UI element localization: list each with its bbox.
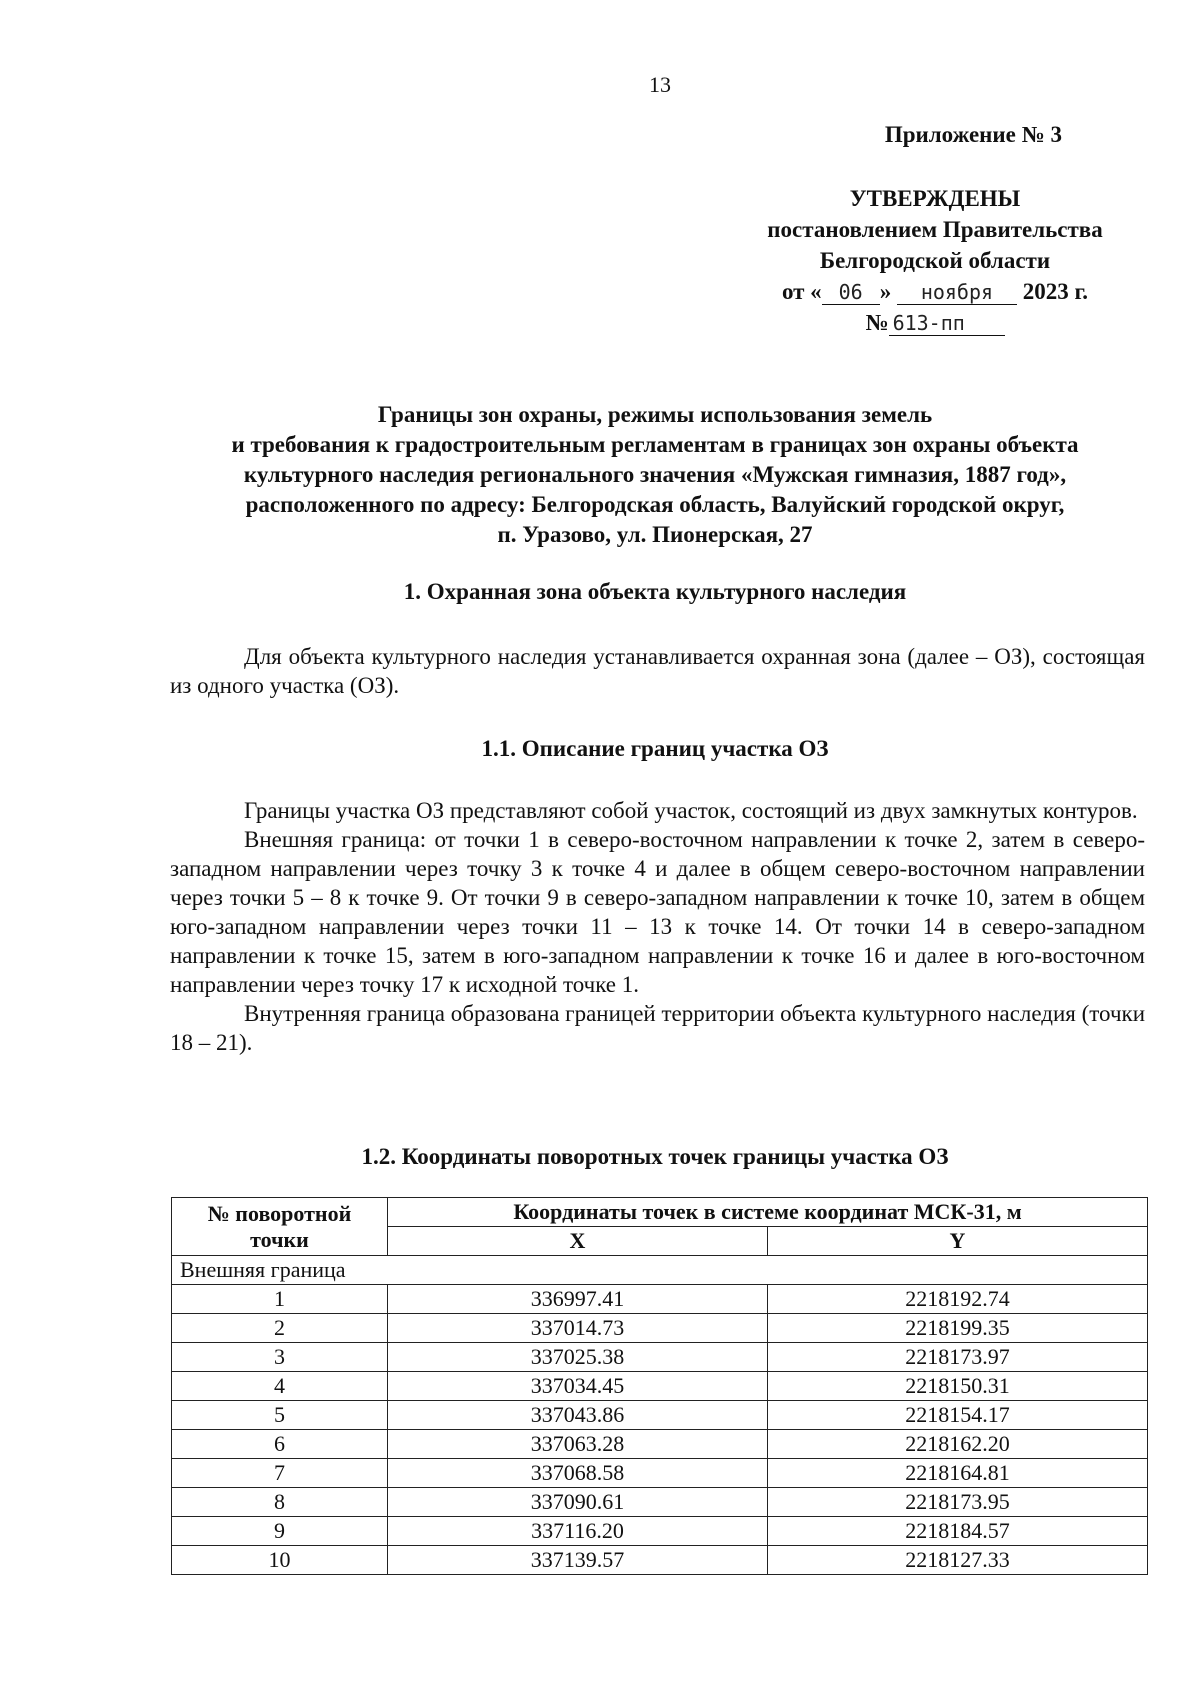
title-line: п. Уразово, ул. Пионерская, 27	[497, 522, 813, 547]
approval-number	[740, 307, 1130, 338]
table-row	[172, 1372, 1148, 1401]
approved-by-line: постановлением Правительства	[767, 217, 1103, 242]
header-coordinates: Координаты точек в системе координат МСК-31, м	[388, 1198, 1148, 1227]
table-row	[172, 1488, 1148, 1517]
table-row	[172, 1517, 1148, 1546]
date-prefix: от «	[781, 279, 822, 304]
point-number-cell: 4	[172, 1372, 388, 1401]
appendix-label: Приложение № 3	[884, 122, 1062, 147]
section-1-1-text	[170, 796, 1145, 1057]
table-row	[172, 1430, 1148, 1459]
y-coordinate-cell: 2218184.57	[768, 1517, 1148, 1546]
y-coordinate-cell: 2218162.20	[768, 1430, 1148, 1459]
group-label: Внешняя граница	[172, 1256, 1148, 1285]
section-heading-1-2: 1.2. Координаты поворотных точек границы участка ОЗ	[361, 1144, 949, 1169]
x-coordinate-cell: 337034.45	[388, 1372, 768, 1401]
title-line: расположенного по адресу: Белгородская область, Валуйский городской округ,	[245, 492, 1065, 517]
y-coordinate-cell: 2218150.31	[768, 1372, 1148, 1401]
table-row	[172, 1401, 1148, 1430]
y-coordinate-cell: 2218192.74	[768, 1285, 1148, 1314]
title-line: и требования к градостроительным регламентам в границах зон охраны объекта	[231, 432, 1079, 457]
y-coordinate-cell: 2218199.35	[768, 1314, 1148, 1343]
x-coordinate-cell: 337116.20	[388, 1517, 768, 1546]
y-coordinate-cell: 2218127.33	[768, 1546, 1148, 1575]
header-point-number: № поворотной точки	[172, 1198, 388, 1256]
date-month: ноября	[897, 280, 1017, 305]
y-coordinate-cell: 2218173.95	[768, 1488, 1148, 1517]
point-number-cell: 7	[172, 1459, 388, 1488]
number-value: 613-пп	[889, 311, 1005, 336]
x-coordinate-cell: 337014.73	[388, 1314, 768, 1343]
paragraph: Внешняя граница: от точки 1 в северо-восточном направлении к точке 2, затем в северо-западном направлении через точку 3 к точке 4 и далее в общем северо-восточном направлении через точки 5 – 8 к точке 9. От точки 9 в северо-западном направлении к точке 10, затем в общем юго-западном направлении через точки 11 – 13 к точке 14. От точки 14 в северо-западном направлении к точке 15, затем в юго-западном направлении к точке 16 и далее в юго-восточном направлении через точку 17 к исходной точке 1.	[170, 827, 1145, 997]
point-number-cell: 3	[172, 1343, 388, 1372]
point-number-cell: 9	[172, 1517, 388, 1546]
y-coordinate-cell: 2218173.97	[768, 1343, 1148, 1372]
table-row	[172, 1546, 1148, 1575]
header-y: Y	[768, 1227, 1148, 1256]
page-number: 13	[649, 72, 671, 97]
section-heading-1: 1. Охранная зона объекта культурного наследия	[403, 579, 907, 604]
x-coordinate-cell: 336997.41	[388, 1285, 768, 1314]
point-number-cell: 1	[172, 1285, 388, 1314]
table-row	[172, 1285, 1148, 1314]
date-year: 2023 г.	[1022, 279, 1089, 304]
date-mid: »	[879, 279, 892, 304]
point-number-cell: 2	[172, 1314, 388, 1343]
x-coordinate-cell: 337025.38	[388, 1343, 768, 1372]
point-number-cell: 6	[172, 1430, 388, 1459]
approval-date	[740, 276, 1130, 307]
paragraph: Границы участка ОЗ представляют собой участок, состоящий из двух замкнутых контуров.	[244, 798, 1138, 823]
point-number-cell: 8	[172, 1488, 388, 1517]
y-coordinate-cell: 2218164.81	[768, 1459, 1148, 1488]
table-row	[172, 1343, 1148, 1372]
x-coordinate-cell: 337090.61	[388, 1488, 768, 1517]
table-row	[172, 1459, 1148, 1488]
point-number-cell: 5	[172, 1401, 388, 1430]
paragraph: Для объекта культурного наследия устанавливается охранная зона (далее – ОЗ), состоящая из одного участка (ОЗ).	[170, 644, 1145, 698]
table-row	[172, 1314, 1148, 1343]
title-line: Границы зон охраны, режимы использования земель	[377, 402, 933, 427]
title-line: культурного наследия регионального значения «Мужская гимназия, 1887 год»,	[243, 462, 1067, 487]
approved-label: УТВЕРЖДЕНЫ	[849, 186, 1021, 211]
date-day: 06	[822, 280, 880, 305]
document-title	[160, 400, 1150, 550]
section-1-text	[170, 642, 1145, 700]
coordinates-table	[171, 1197, 1148, 1575]
approval-stamp	[740, 183, 1130, 338]
x-coordinate-cell: 337139.57	[388, 1546, 768, 1575]
approved-region-line: Белгородской области	[819, 248, 1051, 273]
x-coordinate-cell: 337063.28	[388, 1430, 768, 1459]
y-coordinate-cell: 2218154.17	[768, 1401, 1148, 1430]
paragraph: Внутренняя граница образована границей территории объекта культурного наследия (точки 18 – 21).	[170, 1001, 1145, 1055]
table-group-row	[172, 1256, 1148, 1285]
x-coordinate-cell: 337068.58	[388, 1459, 768, 1488]
section-heading-1-1: 1.1. Описание границ участка ОЗ	[481, 736, 829, 761]
point-number-cell: 10	[172, 1546, 388, 1575]
number-prefix: №	[865, 310, 889, 335]
header-x: X	[388, 1227, 768, 1256]
x-coordinate-cell: 337043.86	[388, 1401, 768, 1430]
